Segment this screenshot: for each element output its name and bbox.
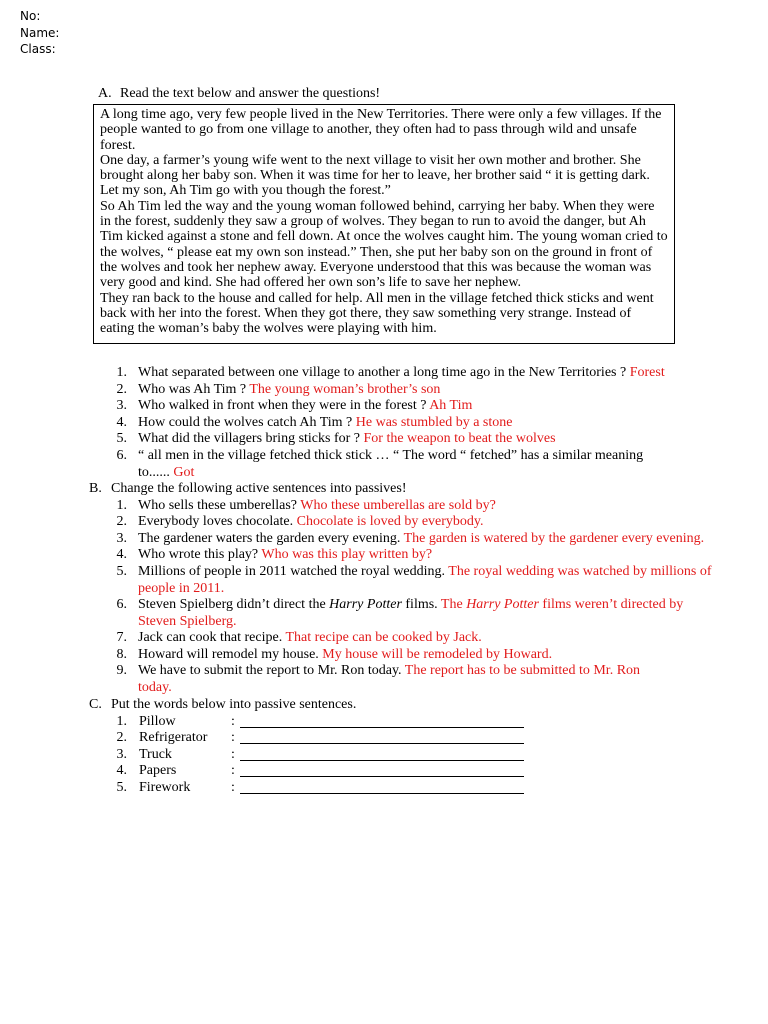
item-number: 5. (116, 564, 127, 579)
active-sentence: Millions of people in 2011 watched the royal wedding. (138, 564, 449, 579)
item-number: 8. (116, 647, 127, 662)
passive-answer: Who was this play written by? (261, 547, 433, 562)
answer-blank-line[interactable] (240, 743, 524, 744)
answer-text: Ah Tim (429, 398, 473, 413)
section-a-heading (98, 86, 380, 102)
passive-answer: The garden is watered by the gardener every evening. (403, 531, 705, 546)
item-number: 1. (116, 714, 127, 729)
word-prompt: Truck (139, 747, 172, 762)
answer-text: Forest (629, 365, 665, 380)
passive-answer: The royal wedding was watched by millions of people in 2011. (138, 564, 712, 596)
section-letter: C. (89, 697, 102, 712)
question-number: 3. (116, 398, 127, 413)
no-label: No: (20, 9, 41, 23)
question-text: How could the wolves catch Ah Tim ? (138, 415, 356, 430)
question-number: 2. (116, 382, 127, 397)
question-text: What did the villagers bring sticks for ? (138, 431, 364, 446)
active-sentence: We have to submit the report to Mr. Ron today. (138, 663, 405, 678)
word-prompt: Firework (139, 780, 191, 795)
answer-blank-line[interactable] (240, 727, 524, 728)
colon: : (231, 780, 235, 795)
passive-answer-start: The (440, 597, 467, 612)
active-sentence-start: Steven Spielberg didn’t direct the (138, 597, 330, 612)
active-sentence: Who sells these umberellas? (138, 498, 301, 513)
question-text: What separated between one village to another a long time ago in the New Territories ? (138, 365, 630, 380)
question-number: 6. (116, 448, 127, 463)
reading-passage (93, 104, 675, 344)
answer-text: He was stumbled by a stone (355, 415, 513, 430)
answer-blank-line[interactable] (240, 776, 524, 777)
question-text: Who was Ah Tim ? (138, 382, 250, 397)
answer-blank-line[interactable] (240, 793, 524, 794)
word-prompt: Pillow (139, 714, 176, 729)
question-number: 4. (116, 415, 127, 430)
passive-answer: Chocolate is loved by everybody. (296, 514, 484, 529)
question-text: “ all men in the village fetched thick stick … “ The word “ fetched” has a similar meaning to...... (138, 448, 644, 480)
colon: : (231, 714, 235, 729)
question-number: 5. (116, 431, 127, 446)
active-sentence: Howard will remodel my house. (138, 647, 323, 662)
colon: : (231, 763, 235, 778)
colon: : (231, 747, 235, 762)
item-number: 6. (116, 597, 127, 612)
section-title: Change the following active sentences into passives! (111, 481, 407, 496)
answer-text: For the weapon to beat the wolves (363, 431, 556, 446)
passage-paragraph: A long time ago, very few people lived in the New Territories. There were only a few villages. If the people wanted to go from one village to another, they often had to pass through wild and unsafe forest. (100, 107, 662, 153)
word-prompt: Refrigerator (139, 730, 208, 745)
item-number: 4. (116, 547, 127, 562)
passive-answer: Who these umberellas are sold by? (300, 498, 496, 513)
item-number: 3. (116, 531, 127, 546)
item-number: 2. (116, 730, 127, 745)
section-letter: A. (98, 86, 112, 101)
section-b-heading (89, 481, 406, 498)
active-sentence: Jack can cook that recipe. (138, 630, 286, 645)
question-number: 1. (116, 365, 127, 380)
passive-answer: That recipe can be cooked by Jack. (285, 630, 482, 645)
passage-paragraph: They ran back to the house and called for help. All men in the village fetched thick sticks and went back with her into the forest. When they got there, they saw something very strange. Instead of eating the woman’s baby the wolves were playing with him. (100, 290, 654, 337)
name-label: Name: (20, 25, 60, 40)
passage-paragraph: So Ah Tim led the way and the young woman followed behind, carrying her baby. When they were in the forest, suddenly they saw a group of wolves. They began to run to avoid the danger, but Ah Tim kicked against a stone and fell down. At once the wolves caught him. The young woman cried to the wolves, “ please eat my own son instead.” Then, she put her baby son on the ground in front of the wolves and took her nephew away. Everyone understood that this was because the woman was very good and kind. She had offered her own son’s life to save her nephew. (100, 198, 668, 291)
answer-blank-line[interactable] (240, 760, 524, 761)
class-label: Class: (20, 42, 56, 56)
passive-answer: My house will be remodeled by Howard. (322, 647, 553, 662)
section-title: Put the words below into passive sentences. (111, 697, 357, 712)
section-c-heading (89, 697, 356, 714)
active-sentence: Everybody loves chocolate. (138, 514, 297, 529)
passage-paragraph: One day, a farmer’s young wife went to the next village to visit her own mother and brother. She brought along her baby son. When it was time for her to leave, her brother said “ it is getting dark. Let my son, Ah Tim go with you though the forest.” (100, 152, 650, 199)
item-number: 1. (116, 498, 127, 513)
colon: : (231, 730, 235, 745)
active-sentence-end: films. (401, 597, 441, 612)
passive-answer: The report has to be submitted to Mr. Ron today. (138, 663, 641, 695)
student-info-header (20, 8, 59, 58)
title-italic: Harry Potter (466, 597, 539, 612)
section-letter: B. (89, 481, 102, 496)
active-sentence: Who wrote this play? (138, 547, 262, 562)
word-prompt: Papers (139, 763, 177, 778)
item-number: 7. (116, 630, 127, 645)
item-number: 2. (116, 514, 127, 529)
item-number: 3. (116, 747, 127, 762)
item-number: 4. (116, 763, 127, 778)
passive-answer-end: films weren’t directed by Steven Spielberg. (138, 597, 684, 629)
question-text: Who walked in front when they were in the forest ? (138, 398, 430, 413)
item-number: 9. (116, 663, 127, 678)
answer-text: The young woman’s brother’s son (249, 382, 441, 397)
section-title: Read the text below and answer the questions! (120, 86, 381, 101)
title-italic: Harry Potter (329, 597, 402, 612)
item-number: 5. (116, 780, 127, 795)
active-sentence: The gardener waters the garden every evening. (138, 531, 404, 546)
answer-text: Got (173, 464, 195, 480)
